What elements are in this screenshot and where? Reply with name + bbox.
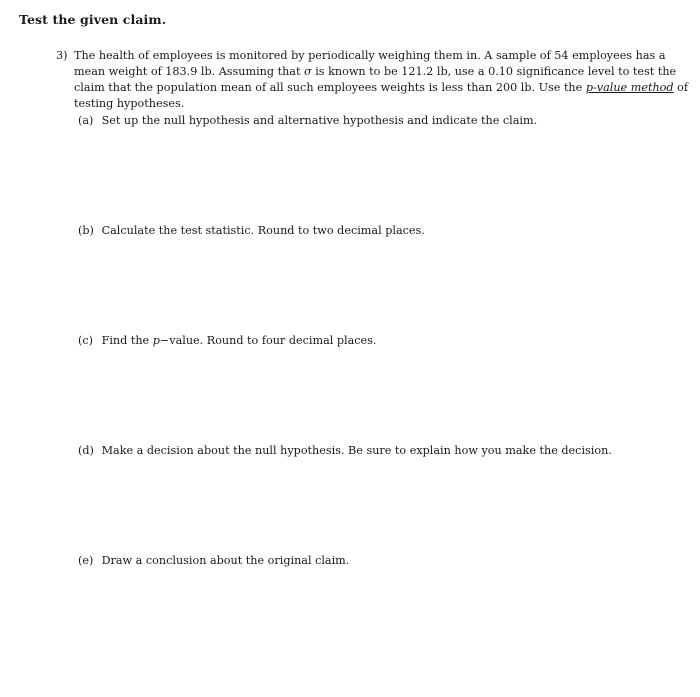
p-value-method-text: p-value method: [585, 81, 674, 94]
problem-text-part3: of testing hypotheses.: [74, 81, 688, 110]
part-b-label: (b): [78, 224, 94, 237]
part-e-label: (e): [78, 554, 94, 567]
part-a-text: Set up the null hypothesis and alternative hypothesis and indicate the claim.: [101, 114, 538, 127]
part-c: [78, 333, 376, 349]
sigma-symbol: σ: [304, 65, 312, 78]
part-d-label: (d): [78, 444, 94, 457]
part-c-p-symbol: p: [152, 334, 160, 347]
part-e: [78, 553, 349, 569]
part-b-text: Calculate the test statistic. Round to two decimal places.: [101, 224, 425, 237]
problem-3: [56, 48, 688, 112]
part-b: [78, 223, 425, 239]
problem-number: 3): [56, 49, 68, 62]
part-d: [78, 443, 612, 459]
part-a-label: (a): [78, 114, 94, 127]
part-c-label: (c): [78, 334, 93, 347]
part-c-text-before: Find the: [101, 334, 153, 347]
part-c-text-after: −value. Round to four decimal places.: [159, 334, 377, 347]
part-a: [78, 113, 537, 129]
part-d-text: Make a decision about the null hypothesis. Be sure to explain how you make the decision.: [101, 444, 612, 457]
problem-statement: [74, 48, 688, 112]
part-e-text: Draw a conclusion about the original claim.: [101, 554, 350, 567]
page-heading: Test the given claim.: [19, 12, 167, 27]
problem-text-part1: The health of employees is monitored by periodically weighing them in. A sample of 54 employees has a mean weight of 183.9 lb. Assuming that: [74, 49, 666, 78]
problem-text-part2: is known to be 121.2 lb, use a 0.10 significance level to test the claim that the population mean of all such employees weights is less than 200 lb. Use the: [74, 65, 677, 94]
p-value-method-link[interactable]: [586, 81, 674, 94]
